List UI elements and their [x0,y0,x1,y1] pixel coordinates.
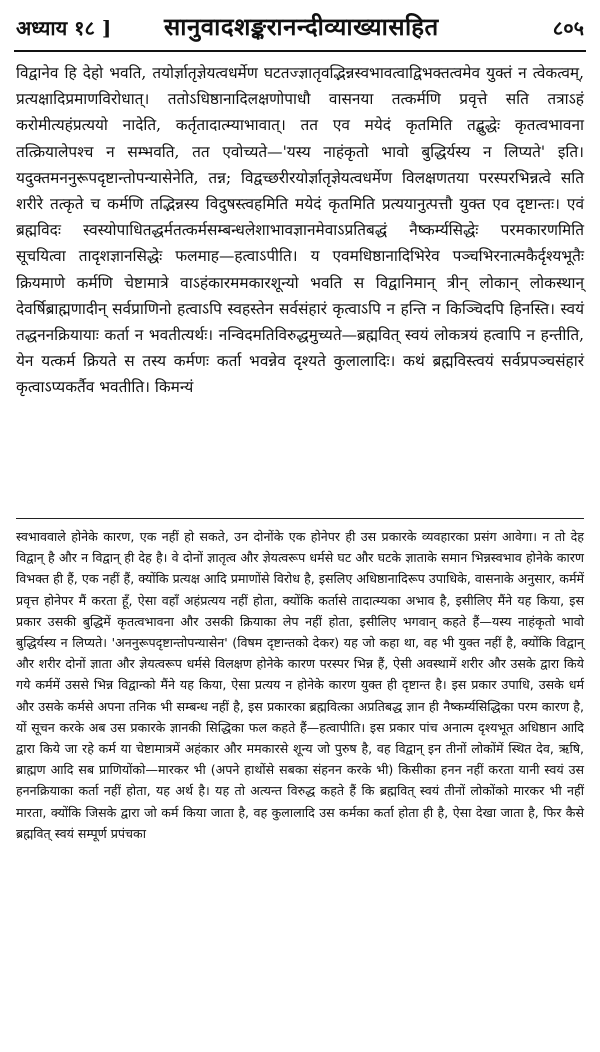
sanskrit-commentary [16,60,584,401]
page-header [14,6,586,52]
running-title: सानुवादशङ्करानन्दीव्याख्यासहित [164,12,439,41]
hindi-paragraph: स्वभाववाले होनेके कारण, एक नहीं हो सकते, उन दोनोंके एक होनेपर ही उस प्रकारके व्यवहारका प्रसंग आवेगा। न तो देह विद्वान् है और न विद्वान् ही देह है। वे दोनों ज्ञातृत्व और ज्ञेयत्वरूप धर्मसे घट और घटके ज्ञाताके समान भिन्नस्वभाव होनेके कारण विभक्त ही हैं, एक नहीं हैं, क्योंकि प्रत्यक्ष आदि प्रमाणोंसे विरोध है, इसलिए अधिष्ठानादिरूप उपाधिके, वासनाके अनुसार, कर्ममें प्रवृत्त होनेपर मैं करता हूँ, ऐसा वहाँ अहंप्रत्यय नहीं होता, क्योंकि कर्तासे तादात्म्यका अभाव है, इसीलिए मैंने यह किया, इस प्रकार उसकी बुद्धिमें कृतत्वभावना और उसकी क्रियाका लेप नहीं होता, इसीलिए भगवान् कहते हैं—यस्य नाहंकृतो भावो बुद्धिर्यस्य न लिप्यते। 'अननुरूपदृष्टान्तोपन्यासेन' (विषम दृष्टान्तको देकर) यह जो कहा था, वह भी युक्त नहीं है, क्योंकि विद्वान् और शरीर दोनों ज्ञाता और ज्ञेयत्वरूप धर्मसे विलक्षण होनेके कारण परस्पर भिन्न हैं, ऐसी अवस्थामें शरीर और उसके द्वारा किये गये कर्ममें उससे भिन्न विद्वान्को मैंने यह किया, ऐसा प्रत्यय न होनेके कारण युक्त ही दृष्टान्त है। इस प्रकार उपाधि, उसके धर्म और उसके कर्मसे अपना तनिक भी सम्बन्ध नहीं है, इस प्रकारका ब्रह्मवित्का अप्रतिबद्ध ज्ञान ही नैष्कर्म्यसिद्धिका परम कारण है, यों सूचन करके अब उस प्रकारके ज्ञानकी सिद्धिका फल कहते हैं—हत्वापीति। इस प्रकार पांच अनात्म दृश्यभूत अधिष्ठान आदि द्वारा किये जा रहे कर्म या चेष्टामात्रमें अहंकार और ममकारसे शून्य जो पुरुष है, वह विद्वान् इन तीनों लोकोंमें स्थित देव, ऋषि, ब्राह्मण आदि सब प्राणियोंको—मारकर भी (अपने हाथोंसे सबका संहनन करके भी) किसीका हनन नहीं करता यानी स्वयं उस हननक्रियाका कर्ता नहीं होता, यह अर्थ है। यह तो अत्यन्त विरुद्ध कहते हैं कि ब्रह्मवित् स्वयं तीनों लोकोंको मारकर भी नहीं मारता, क्योंकि जिसके द्वारा जो कर्म किया जाता है, वह कुलालादि उस कर्मका कर्ता होता ही है, ऐसा देखा जाता है, फिर कैसे ब्रह्मवित् स्वयं सम्पूर्ण प्रपंचका [16,529,584,841]
chapter-label: अध्याय १८ ] [16,16,112,40]
page-number: ८०५ [552,16,584,40]
section-divider [16,518,584,519]
sanskrit-paragraph: विद्वानेव हि देहो भवति, तयोर्ज्ञातृज्ञेयत्वधर्मेण घटतज्ज्ञातृवद्भिन्नस्वभावत्वाद्विभक्तत्वमेव युक्तं न त्वेकत्वम्, प्रत्यक्षादिप्रमाणविरोधात्। ततोऽधिष्ठानादिलक्षणोपाधौ वासनया तत्कर्मणि प्रवृत्ते सति तत्राऽहं करोमीत्यहंप्रत्ययो नादेति, कर्तृतादात्म्याभावात्। तत एव मयेदं कृतमिति तद्बुद्धेः कृतत्वभावना तत्क्रियालेपश्च न सम्भवति, तत एवोच्यते—'यस्य नाहंकृतो भावो बुद्धिर्यस्य न लिप्यते' इति। यदुक्तमननुरूपदृष्टान्तोपन्यासेनेति, तन्न; विद्वच्छरीरयोर्ज्ञातृज्ञेयत्वधर्मेण विलक्षणतया परस्परभिन्नत्वे सति शरीरे तत्कृते च कर्मणि तद्भिन्नस्य विदुषस्त्वहमिति मयेदं कृतमिति प्रत्ययानुत्पत्तौ युक्त एव दृष्टान्तः। एवं ब्रह्मविदः स्वस्योपाधितद्धर्मतत्कर्मसम्बन्धलेशाभावज्ञानमेवाऽप्रतिबद्धं नैष्कर्म्यसिद्धेः परमकारणमिति सूचयित्वा तादृशज्ञानसिद्धेः फलमाह—हत्वाऽपीति। य एवमधिष्ठानादिभिरेव पञ्चभिरनात्मकैर्दृश्यभूतैः क्रियमाणे कर्मणि चेष्टामात्रे वाऽहंकारममकारशून्यो भवति स विद्वानिमान् त्रीन् लोकान् लोकस्थान् देवर्षिब्राह्मणादीन् सर्वप्राणिनो हत्वाऽपि स्वहस्तेन सर्वसंहारं कृत्वाऽपि न हन्ति न किञ्चिदपि हिनस्ति। स्वयं तद्धननक्रियायाः कर्ता न भवतीत्यर्थः। नन्विदमतिविरुद्धमुच्यते—ब्रह्मवित् स्वयं लोकत्रयं हत्वापि न हन्तीति, येन यत्कर्म क्रियते स तस्य कर्मणः कर्ता भवन्नेव दृश्यते कुलालादिः। कथं ब्रह्मविस्त्वयं सर्वप्रपञ्चसंहारं कृत्वाऽप्यकर्तैव भवतीति। किमन्यं [16,64,584,397]
hindi-translation [16,526,584,844]
